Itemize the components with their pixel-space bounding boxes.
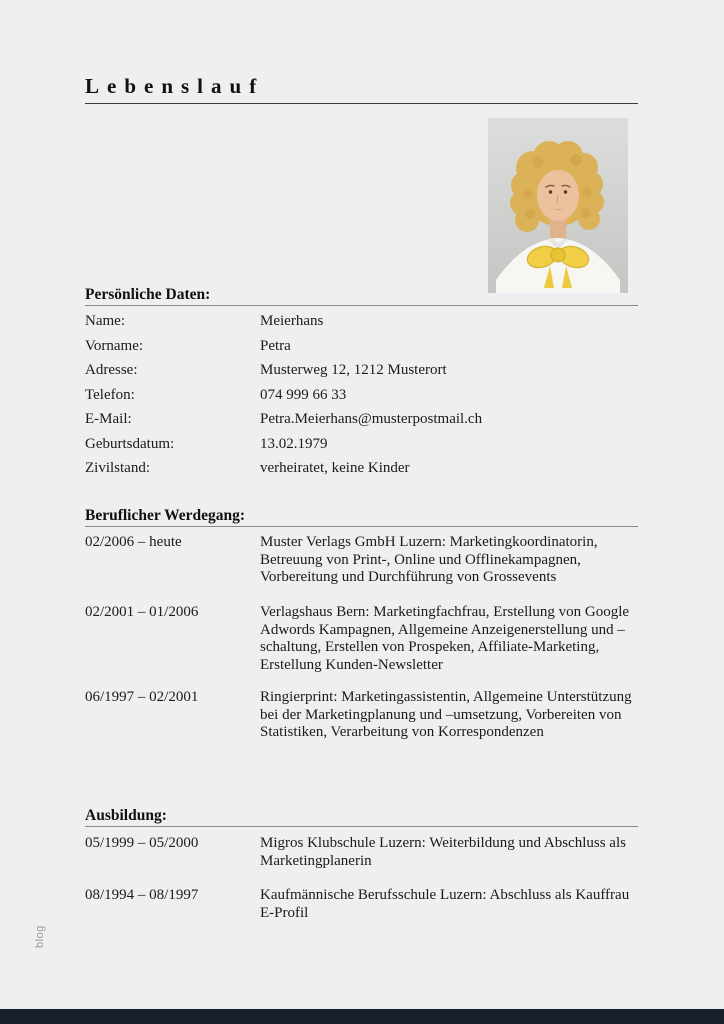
field-label: Geburtsdatum: — [85, 435, 175, 452]
section-heading-career: Beruflicher Werdegang: — [85, 507, 246, 524]
footer-bar — [0, 1009, 724, 1024]
field-row-geburtsdatum — [85, 436, 638, 456]
field-label: Vorname: — [85, 337, 144, 354]
career-entry — [85, 689, 638, 742]
title-rule — [85, 103, 638, 104]
field-label: E-Mail: — [85, 411, 132, 427]
education-entry — [85, 835, 638, 870]
field-value: Petra.Meierhans@musterpostmail.ch — [260, 411, 483, 427]
entry-period: 02/2001 – 01/2006 — [85, 604, 199, 620]
section-rule-career — [85, 526, 638, 527]
entry-period: 08/1994 – 08/1997 — [85, 887, 199, 903]
field-row-telefon — [85, 387, 638, 407]
field-label: Name: — [85, 313, 125, 329]
entry-description: Kaufmännische Berufsschule Luzern: Abschluss als Kauffrau E-Profil — [260, 887, 630, 921]
career-entry — [85, 534, 638, 587]
field-value: Meierhans — [260, 313, 324, 329]
entry-description: Migros Klubschule Luzern: Weiterbildung und Abschluss als Marketingplanerin — [260, 835, 626, 869]
field-row-name — [85, 313, 638, 333]
field-row-adresse — [85, 362, 638, 382]
entry-description: Ringierprint: Marketingassistentin, Allgemeine Unterstützung bei der Marketingplanung und –umsetzung, Vorbereiten von Statistiken, Verarbeitung von Korrespondenzen — [260, 689, 632, 741]
entry-period: 05/1999 – 05/2000 — [85, 835, 199, 851]
field-value: Petra — [260, 337, 291, 354]
field-label: Telefon: — [85, 386, 135, 403]
watermark-label: blog — [34, 925, 46, 948]
portrait-photo-illustration — [488, 118, 628, 293]
education-entry — [85, 887, 638, 922]
field-value: verheiratet, keine Kinder — [260, 460, 410, 476]
career-entry — [85, 604, 638, 674]
field-value: 13.02.1979 — [260, 435, 328, 452]
field-value: 074 999 66 33 — [260, 386, 347, 403]
entry-period: 02/2006 – heute — [85, 534, 182, 550]
section-heading-education: Ausbildung: — [85, 807, 167, 824]
portrait-photo — [488, 118, 628, 293]
entry-description: Verlagshaus Bern: Marketingfachfrau, Erstellung von Google Adwords Kampagnen, Allgemeine Anzeigenerstellung und –schaltung, Erstellen von Prospeken, Affiliate-Marketing, Erstellung Kunden-Newsletter — [260, 604, 630, 673]
section-heading-personal: Persönliche Daten: — [85, 286, 211, 303]
field-value: Musterweg 12, 1212 Musterort — [260, 362, 447, 378]
entry-period: 06/1997 – 02/2001 — [85, 689, 199, 705]
page-title: Lebenslauf — [85, 74, 265, 98]
field-row-vorname — [85, 338, 638, 358]
section-rule-education — [85, 826, 638, 827]
section-rule-personal — [85, 305, 638, 306]
field-row-zivilstand — [85, 460, 638, 480]
field-label: Zivilstand: — [85, 460, 150, 476]
field-row-email — [85, 411, 638, 431]
entry-description: Muster Verlags GmbH Luzern: Marketingkoordinatorin, Betreuung von Print-, Online und Offlinekampagnen, Vorbereitung und Durchführung von Grossevents — [260, 534, 598, 586]
field-label: Adresse: — [85, 362, 138, 378]
